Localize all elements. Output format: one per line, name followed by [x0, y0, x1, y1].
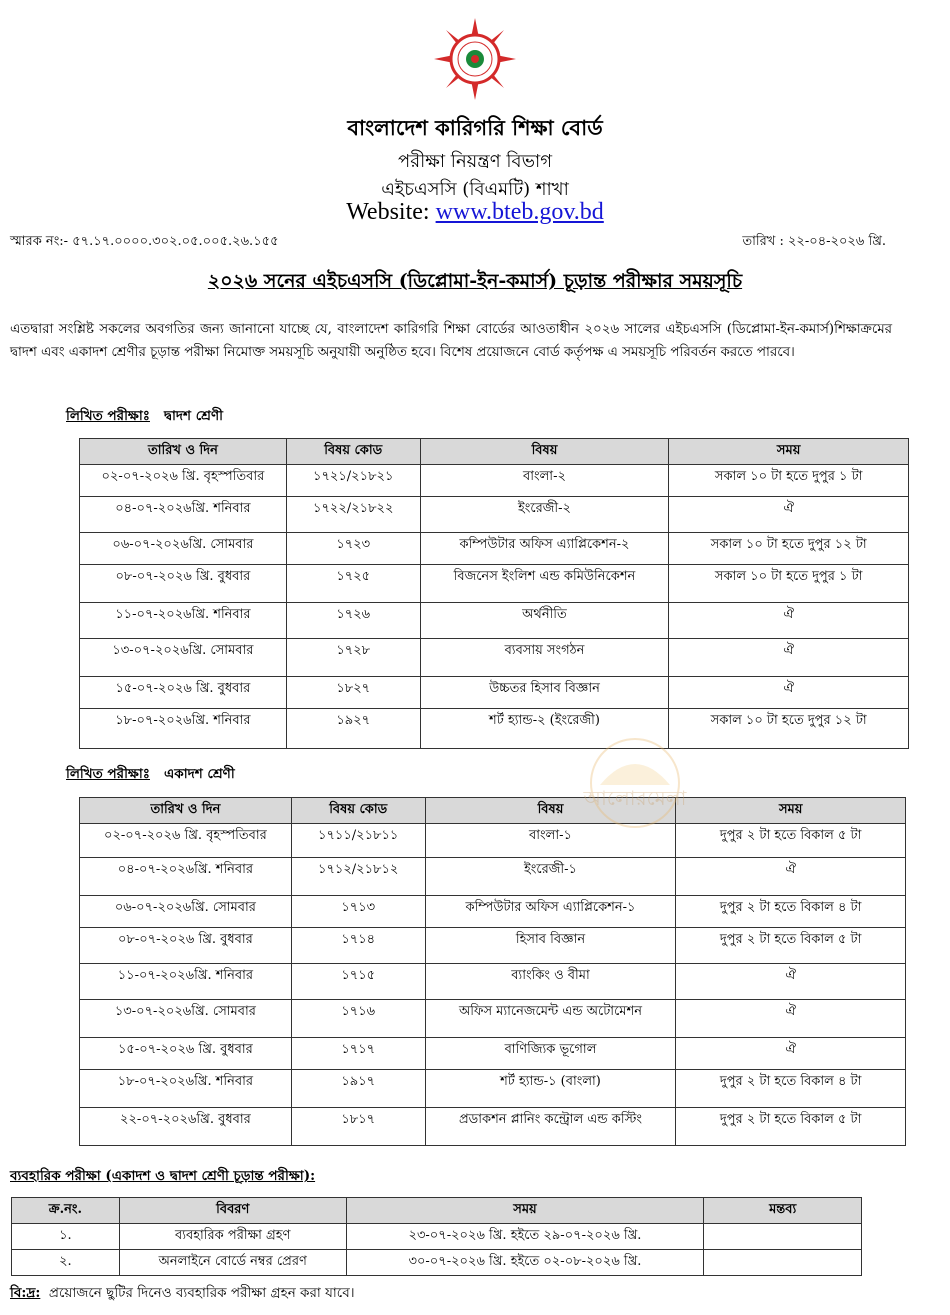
cell-time: দুপুর ২ টা হতে বিকাল ৫ টা: [676, 928, 906, 964]
cell-code: ১৭২২/২১৮২২: [286, 497, 420, 533]
cell-subject: অফিস ম্যানেজমেন্ট এন্ড অটোমেশন: [425, 1000, 676, 1038]
cell-code: ১৭২১/২১৮২১: [286, 465, 420, 497]
cell-subject: কম্পিউটার অফিস এ্যাপ্লিকেশন-১: [425, 896, 676, 928]
cell-date: ১৩-০৭-২০২৬খ্রি. সোমবার: [80, 639, 287, 677]
cell-subject: বিজনেস ইংলিশ এন্ড কমিউনিকেশন: [420, 565, 669, 603]
table-row: [80, 1000, 906, 1038]
practical-heading: ব্যবহারিক পরীক্ষা (একাদশ ও দ্বাদশ শ্রেণী চূড়ান্ত পরীক্ষা):: [10, 1168, 316, 1184]
intro-paragraph: এতদ্বারা সংশ্লিষ্ট সকলের অবগতির জন্য জানানো যাচ্ছে যে, বাংলাদেশ কারিগরি শিক্ষা বোর্ডের আওতাধীন ২০২৬ সালের এইচএসসি (ডিপ্লোমা-ইন-কমার্স)শিক্ষাক্রমের দ্বাদশ এবং একাদশ শ্রেণীর চূড়ান্ত পরীক্ষা নিমোক্ত সময়সূচি অনুযায়ী অনুষ্ঠিত হবে। বিশেষ প্রয়োজনে বোর্ড কর্তৃপক্ষ এ সময়সূচি পরিবর্তন করতে পারবে।: [10, 322, 892, 360]
cell-date: ০৬-০৭-২০২৬খ্রি. সোমবার: [80, 533, 287, 565]
cell-code: ১৭১২/২১৮১২: [291, 858, 425, 896]
section-class-name: দ্বাদশ শ্রেণী: [163, 408, 224, 424]
cell-code: ১৭২৩: [286, 533, 420, 565]
cell-date: ১৮-০৭-২০২৬খ্রি. শনিবার: [80, 1070, 292, 1108]
table-row: [80, 896, 906, 928]
section-label: লিখিত পরীক্ষাঃ: [66, 408, 150, 424]
cell-subject: উচ্চতর হিসাব বিজ্ঞান: [420, 677, 669, 709]
section-label: লিখিত পরীক্ষাঃ: [66, 766, 150, 782]
col-header-time: সময়: [676, 798, 906, 824]
col-header-remarks: মন্তব্য: [704, 1198, 862, 1224]
board-logo: [434, 18, 516, 100]
col-header-date: তারিখ ও দিন: [80, 798, 292, 824]
cell-time: ৩০-০৭-২০২৬ খ্রি. হইতে ০২-০৮-২০২৬ খ্রি.: [346, 1250, 704, 1276]
cell-date: ০৮-০৭-২০২৬ খ্রি. বুধবার: [80, 565, 287, 603]
department-name: পরীক্ষা নিয়ন্ত্রণ বিভাগ: [398, 151, 552, 172]
col-header-no: ক্র.নং.: [12, 1198, 120, 1224]
footnote: [10, 1282, 355, 1305]
cell-date: ২২-০৭-২০২৬খ্রি. বুধবার: [80, 1108, 292, 1146]
cell-subject: কম্পিউটার অফিস এ্যাপ্লিকেশন-২: [420, 533, 669, 565]
cell-date: ১৫-০৭-২০২৬ খ্রি. বুধবার: [80, 1038, 292, 1070]
branch-name: এইচএসসি (বিএমটি) শাখা: [381, 179, 569, 200]
cell-time: ঐ: [669, 677, 909, 709]
col-header-code: বিষয় কোড: [286, 439, 420, 465]
cell-time: ঐ: [669, 603, 909, 639]
cell-desc: ব্যবহারিক পরীক্ষা গ্রহণ: [119, 1224, 346, 1250]
table-row: [12, 1250, 862, 1276]
table-row: [80, 1070, 906, 1108]
cell-date: ১৩-০৭-২০২৬খ্রি. সোমবার: [80, 1000, 292, 1038]
cell-code: ১৭১৭: [291, 1038, 425, 1070]
cell-time: ঐ: [669, 497, 909, 533]
cell-time: ঐ: [676, 858, 906, 896]
watermark-text: আলোরমেলা: [583, 786, 687, 810]
table-row: [80, 533, 909, 565]
cell-desc: অনলাইনে বোর্ডে নম্বর প্রেরণ: [119, 1250, 346, 1276]
cell-code: ১৯২৭: [286, 709, 420, 749]
table-row: [80, 639, 909, 677]
cell-subject: ব্যবসায় সংগঠন: [420, 639, 669, 677]
cell-time: ২৩-০৭-২০২৬ খ্রি. হইতে ২৯-০৭-২০২৬ খ্রি.: [346, 1224, 704, 1250]
col-header-time: সময়: [346, 1198, 704, 1224]
cell-date: ১১-০৭-২০২৬খ্রি. শনিবার: [80, 603, 287, 639]
cell-subject: শর্ট হ্যান্ড-১ (বাংলা): [425, 1070, 676, 1108]
section-class-name: একাদশ শ্রেণী: [163, 766, 235, 782]
cell-subject: হিসাব বিজ্ঞান: [425, 928, 676, 964]
website-link[interactable]: www.bteb.gov.bd: [435, 199, 604, 225]
cell-subject: ব্যাংকিং ও বীমা: [425, 964, 676, 1000]
table-row: [80, 565, 909, 603]
cell-subject: বাংলা-১: [425, 824, 676, 858]
cell-date: ১৮-০৭-২০২৬খ্রি. শনিবার: [80, 709, 287, 749]
cell-subject: বাণিজ্যিক ভূগোল: [425, 1038, 676, 1070]
table-row: [80, 964, 906, 1000]
cell-date: ০৪-০৭-২০২৬খ্রি. শনিবার: [80, 858, 292, 896]
cell-code: ১৭১৩: [291, 896, 425, 928]
cell-time: সকাল ১০ টা হতে দুপুর ১২ টা: [669, 709, 909, 749]
cell-code: ১৭১৪: [291, 928, 425, 964]
table-row: [80, 709, 909, 749]
cell-subject: বাংলা-২: [420, 465, 669, 497]
cell-time: দুপুর ২ টা হতে বিকাল ৫ টা: [676, 824, 906, 858]
cell-code: ১৮২৭: [286, 677, 420, 709]
col-header-time: সময়: [669, 439, 909, 465]
cell-code: ১৯১৭: [291, 1070, 425, 1108]
cell-time: ঐ: [669, 639, 909, 677]
cell-time: সকাল ১০ টা হতে দুপুর ১২ টা: [669, 533, 909, 565]
col-header-subject: বিষয়: [420, 439, 669, 465]
memo-number: স্মারক নং:- ৫৭.১৭.০০০০.৩০২.০৫.০০৫.২৬.১৫৫: [10, 234, 279, 249]
cell-remarks: [704, 1250, 862, 1276]
col-header-code: বিষয় কোড: [291, 798, 425, 824]
issue-date: তারিখ : ২২-০৪-২০২৬ খ্রি.: [742, 234, 886, 249]
table-row: [80, 677, 909, 709]
cell-time: দুপুর ২ টা হতে বিকাল ৪ টা: [676, 1070, 906, 1108]
cell-code: ১৭১১/২১৮১১: [291, 824, 425, 858]
class12-schedule-table: [79, 438, 909, 749]
cell-subject: প্রডাকশন প্লানিং কন্ট্রোল এন্ড কস্টিং: [425, 1108, 676, 1146]
website-label: Website:: [346, 199, 436, 225]
cell-time: ঐ: [676, 1000, 906, 1038]
cell-code: ১৭১৫: [291, 964, 425, 1000]
section-class11: [66, 763, 235, 786]
cell-subject: অর্থনীতি: [420, 603, 669, 639]
cell-date: ০৬-০৭-২০২৬খ্রি. সোমবার: [80, 896, 292, 928]
class11-schedule-table: [79, 797, 906, 1146]
cell-code: ১৭১৬: [291, 1000, 425, 1038]
cell-time: দুপুর ২ টা হতে বিকাল ৫ টা: [676, 1108, 906, 1146]
website-line: [0, 199, 950, 226]
col-header-subject: বিষয়: [425, 798, 676, 824]
cell-no: ১.: [12, 1224, 120, 1250]
cell-date: ০৪-০৭-২০২৬খ্রি. শনিবার: [80, 497, 287, 533]
cell-code: ১৭২৫: [286, 565, 420, 603]
cell-date: ০২-০৭-২০২৬ খ্রি. বৃহস্পতিবার: [80, 465, 287, 497]
col-header-date: তারিখ ও দিন: [80, 439, 287, 465]
cell-code: ১৭২৬: [286, 603, 420, 639]
table-row: [80, 465, 909, 497]
table-row: [80, 1108, 906, 1146]
cell-time: ঐ: [676, 964, 906, 1000]
table-row: [80, 928, 906, 964]
table-row: [80, 603, 909, 639]
table-row: [80, 824, 906, 858]
cell-time: ঐ: [676, 1038, 906, 1070]
section-class12: [66, 405, 223, 428]
cell-code: ১৮১৭: [291, 1108, 425, 1146]
table-row: [80, 497, 909, 533]
table-row: [80, 1038, 906, 1070]
cell-time: সকাল ১০ টা হতে দুপুর ১ টা: [669, 465, 909, 497]
watermark-logo: [560, 733, 710, 843]
cell-date: ০২-০৭-২০২৬ খ্রি. বৃহস্পতিবার: [80, 824, 292, 858]
footnote-label: বি:দ্র:: [10, 1285, 41, 1301]
cell-date: ০৮-০৭-২০২৬ খ্রি. বুধবার: [80, 928, 292, 964]
footnote-text: প্রয়োজনে ছুটির দিনেও ব্যবহারিক পরীক্ষা গ্রহন করা যাবে।: [48, 1285, 355, 1301]
col-header-desc: বিবরণ: [119, 1198, 346, 1224]
cell-code: ১৭২৮: [286, 639, 420, 677]
board-name: বাংলাদেশ কারিগরি শিক্ষা বোর্ড: [347, 115, 603, 140]
cell-time: দুপুর ২ টা হতে বিকাল ৪ টা: [676, 896, 906, 928]
page-title: ২০২৬ সনের এইচএসসি (ডিপ্লোমা-ইন-কমার্স) চূড়ান্ত পরীক্ষার সময়সূচি: [207, 270, 743, 292]
cell-no: ২.: [12, 1250, 120, 1276]
cell-time: সকাল ১০ টা হতে দুপুর ১ টা: [669, 565, 909, 603]
table-row: [80, 858, 906, 896]
cell-subject: শর্ট হ্যান্ড-২ (ইংরেজী): [420, 709, 669, 749]
cell-subject: ইংরেজী-১: [425, 858, 676, 896]
cell-remarks: [704, 1224, 862, 1250]
cell-date: ১৫-০৭-২০২৬ খ্রি. বুধবার: [80, 677, 287, 709]
cell-date: ১১-০৭-২০২৬খ্রি. শনিবার: [80, 964, 292, 1000]
table-row: [12, 1224, 862, 1250]
cell-subject: ইংরেজী-২: [420, 497, 669, 533]
practical-schedule-table: [11, 1197, 862, 1276]
